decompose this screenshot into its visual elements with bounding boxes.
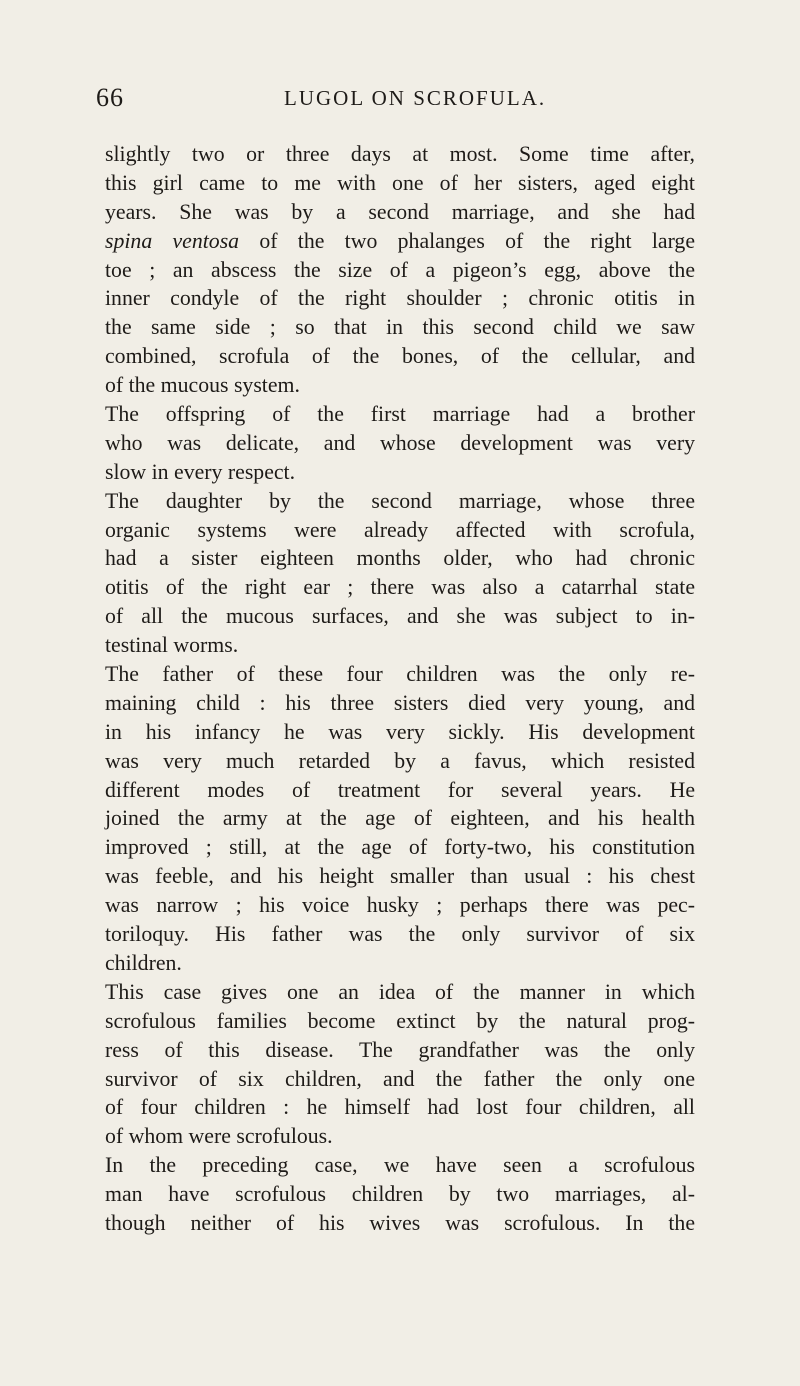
running-head [96,83,656,113]
text-line: improved ; still, at the age of forty-two, his constitution [105,835,695,860]
text-line: had a sister eighteen months older, who had chronic [105,546,695,571]
text-line: ress of this disease. The grandfather was the only [105,1037,695,1062]
text-line [105,227,695,256]
text-line: children. [105,950,182,975]
text-line: This case gives one an idea of the manner in which [105,979,695,1004]
text-line: maining child : his three sisters died very young, and [105,690,695,715]
text-line: of whom were scrofulous. [105,1124,333,1149]
text-line: slow in every respect. [105,459,296,484]
text-line: was narrow ; his voice husky ; perhaps there was pec- [105,893,695,918]
text-line: In the preceding case, we have seen a scrofulous [105,1153,695,1178]
text-line: survivor of six children, and the father the only one [105,1066,695,1091]
text-line: was very much retarded by a favus, which resisted [105,748,695,773]
text-line: this girl came to me with one of her sisters, aged eight [105,170,695,195]
italic-term: spina ventosa [105,228,240,253]
text-line: the same side ; so that in this second child we saw [105,315,695,340]
text-line: combined, scrofula of the bones, of the cellular, and [105,344,695,369]
body-text [105,140,695,1238]
text-line: organic systems were already affected with scrofula, [105,517,695,542]
running-title: LUGOL ON SCROFULA. [284,86,547,110]
text-line: toriloquy. His father was the only survivor of six [105,922,695,947]
text-line: in his infancy he was very sickly. His development [105,719,695,744]
text-line: The offspring of the first marriage had a brother [105,402,695,427]
text-line: different modes of treatment for several years. He [105,777,695,802]
text-line: The daughter by the second marriage, whose three [105,488,695,513]
text-line: The father of these four children was the only re- [105,662,695,687]
text-line: scrofulous families become extinct by the natural prog- [105,1008,695,1033]
text-line: joined the army at the age of eighteen, and his health [105,806,695,831]
text-line: of the mucous system. [105,373,300,398]
text-line: toe ; an abscess the size of a pigeon’s egg, above the [105,257,695,282]
text-line: who was delicate, and whose development was very [105,430,695,455]
text-line: of four children : he himself had lost four children, all [105,1095,695,1120]
text-line: testinal worms. [105,633,239,658]
text-line-rest: of the two phalanges of the right large [239,228,696,253]
text-line: otitis of the right ear ; there was also a catarrhal state [105,575,695,600]
text-line: though neither of his wives was scrofulous. In the [105,1210,695,1235]
text-line: of all the mucous surfaces, and she was subject to in- [105,604,695,629]
text-line: was feeble, and his height smaller than usual : his chest [105,864,695,889]
text-line: years. She was by a second marriage, and she had [105,199,695,224]
text-line: inner condyle of the right shoulder ; chronic otitis in [105,286,695,311]
page-number: 66 [96,83,124,112]
text-line: slightly two or three days at most. Some time after, [105,142,695,166]
text-line: man have scrofulous children by two marriages, al- [105,1182,695,1207]
